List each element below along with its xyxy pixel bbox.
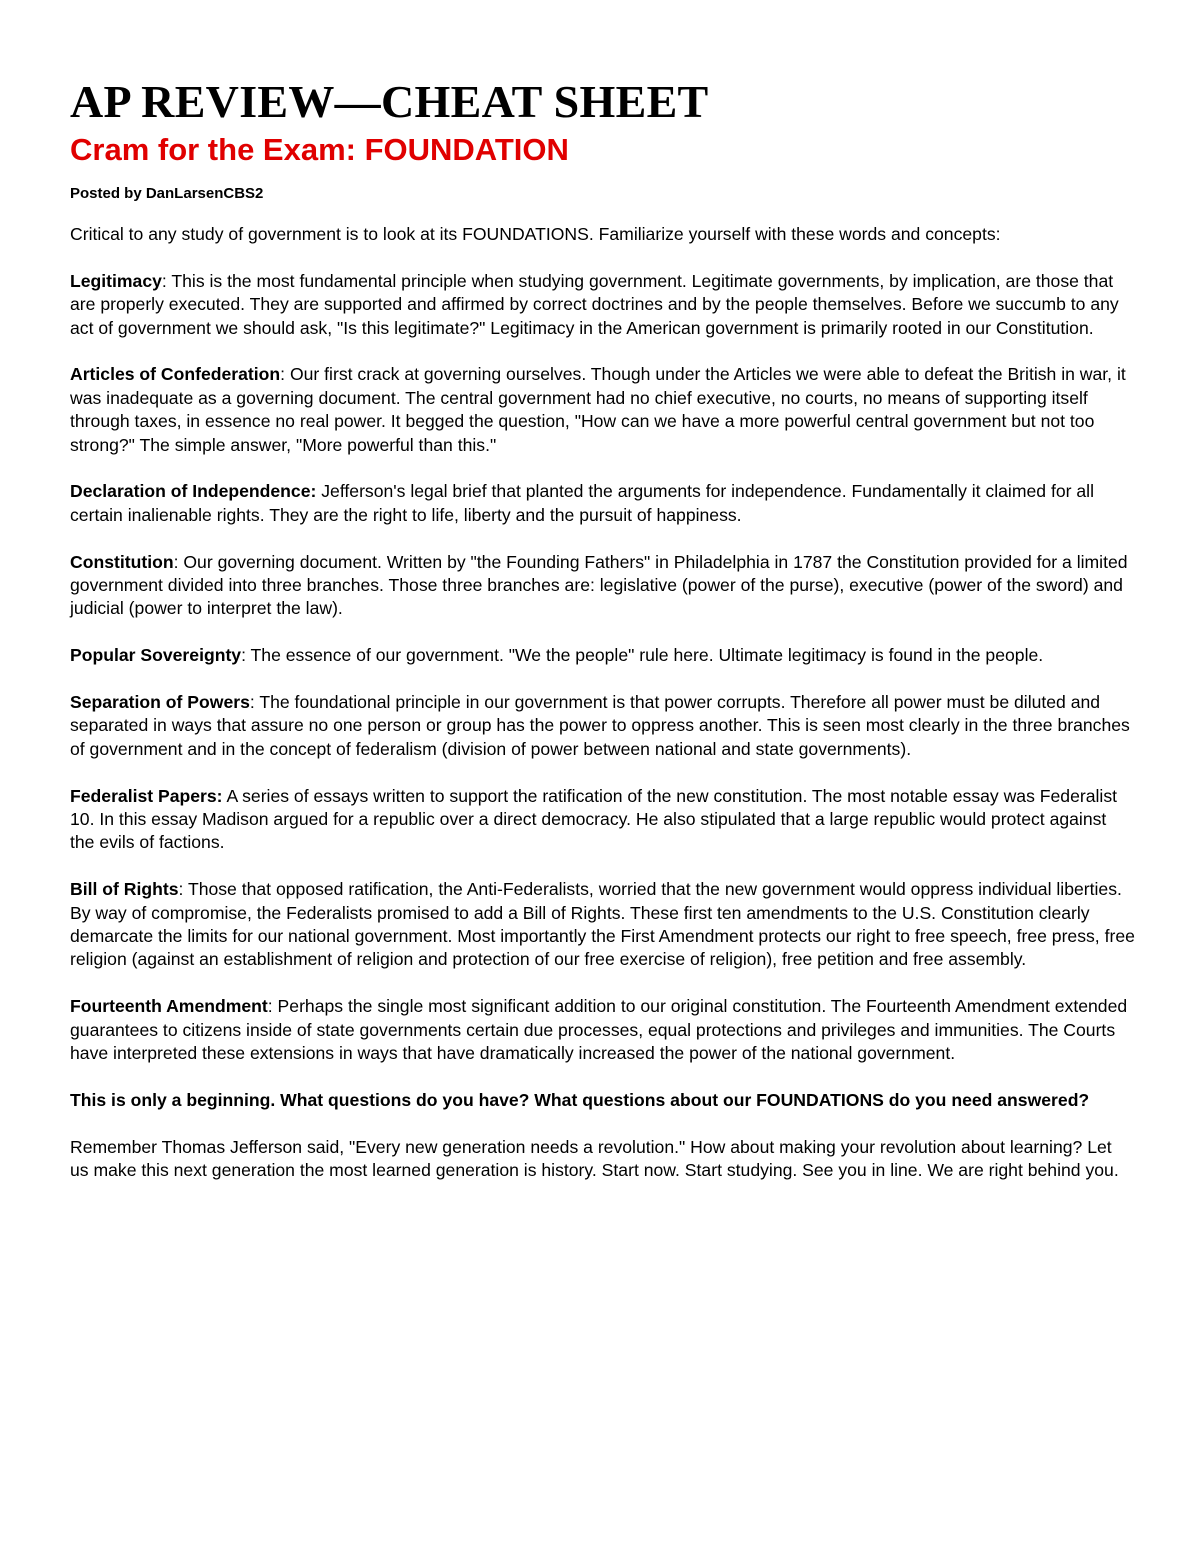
entry-bill-of-rights xyxy=(70,878,1135,972)
entry-term: Legitimacy xyxy=(70,270,162,291)
entry-text: A series of essays written to support the ratification of the new constitution. The most notable essay was Federalist 10. In this essay Madison argued for a republic over a direct democracy. He also stipulated that a large republic would protect against the evils of factions. xyxy=(70,785,1118,853)
entry-term: Separation of Powers xyxy=(70,692,250,713)
entry-federalist-papers xyxy=(70,785,1135,855)
byline: Posted by DanLarsenCBS2 xyxy=(70,185,264,202)
entry-text: : Our governing document. Written by "the Founding Fathers" in Philadelphia in 1787 the Constitution provided for a limited government divided into three branches. Those three branches are: legislative (power of the purse), executive (power of the sword) and judicial (power to interpret the law). xyxy=(70,551,1128,619)
entry-term: Constitution xyxy=(70,551,174,572)
entry-constitution xyxy=(70,551,1135,621)
entry-text: : This is the most fundamental principle when studying government. Legitimate governments, by implication, are those that are properly executed. They are supported and affirmed by correct doctrines and by the people themselves. Before we succumb to any act of government we should ask, "Is this legitimate?" Legitimacy in the American government is primarily rooted in our Constitution. xyxy=(70,270,1119,338)
entry-term: Bill of Rights xyxy=(70,879,179,900)
entry-articles-of-confederation xyxy=(70,363,1135,457)
entry-text: : The foundational principle in our government is that power corrupts. Therefore all power must be diluted and separated in ways that assure no one person or group has the power to oppress another. This is seen most clearly in the three branches of government and in the concept of federalism (division of power between national and state governments). xyxy=(70,692,1130,759)
entry-term: Fourteenth Amendment xyxy=(70,996,268,1017)
entry-declaration-of-independence xyxy=(70,480,1135,527)
entry-text: : Those that opposed ratification, the Anti-Federalists, worried that the new government would oppress individual liberties. By way of compromise, the Federalists promised to add a Bill of Rights. These first ten amendments to the U.S. Constitution clearly demarcate the limits for our national government. Most importantly the First Amendment protects our right to free speech, free press, free religion (against an establishment of religion and protection of our free exercise of religion), free petition and free assembly. xyxy=(70,879,1135,970)
entry-term: Popular Sovereignty xyxy=(70,645,242,666)
entry-fourteenth-amendment xyxy=(70,995,1135,1065)
subtitle: Cram for the Exam: FOUNDATION xyxy=(70,132,569,167)
entry-popular-sovereignty xyxy=(70,644,1135,667)
entry-term: Federalist Papers: xyxy=(70,785,223,806)
entry-text: : Perhaps the single most significant addition to our original constitution. The Fourteenth Amendment extended guarantees to citizens inside of state governments certain due processes, equal protections and privileges and immunities. The Courts have interpreted these extensions in ways that have dramatically increased the power of the national government. xyxy=(70,996,1128,1064)
entry-term: Declaration of Independence: xyxy=(70,481,317,502)
entry-text: : Our first crack at governing ourselves. Though under the Articles we were able to defeat the British in war, it was inadequate as a governing document. The central government had no chief executive, no courts, no means of supporting itself through taxes, in essence no real power. It begged the question, "How can we have a more powerful central government but not too strong?" The simple answer, "More powerful than this." xyxy=(70,364,1126,455)
entry-term: Articles of Confederation xyxy=(70,364,281,385)
page-title: AP REVIEW—CHEAT SHEET xyxy=(70,76,709,127)
document-body xyxy=(70,76,1135,1206)
intro-paragraph: Critical to any study of government is to look at its FOUNDATIONS. Familiarize yourself with these words and concepts: xyxy=(70,224,1001,244)
entry-separation-of-powers xyxy=(70,691,1135,761)
closing-question: This is only a beginning. What questions do you have? What questions about our FOUNDATIONS do you need answered? xyxy=(70,1089,1090,1110)
closing-paragraph: Remember Thomas Jefferson said, "Every new generation needs a revolution." How about making your revolution about learning? Let us make this next generation the most learned generation is history. Start now. Start studying. See you in line. We are right behind you. xyxy=(70,1136,1119,1181)
entry-text: Jefferson's legal brief that planted the arguments for independence. Fundamentally it claimed for all certain inalienable rights. They are the right to life, liberty and the pursuit of happiness. xyxy=(70,481,1094,525)
entry-legitimacy xyxy=(70,270,1135,340)
entry-text: : The essence of our government. "We the people" rule here. Ultimate legitimacy is found in the people. xyxy=(241,645,1044,666)
